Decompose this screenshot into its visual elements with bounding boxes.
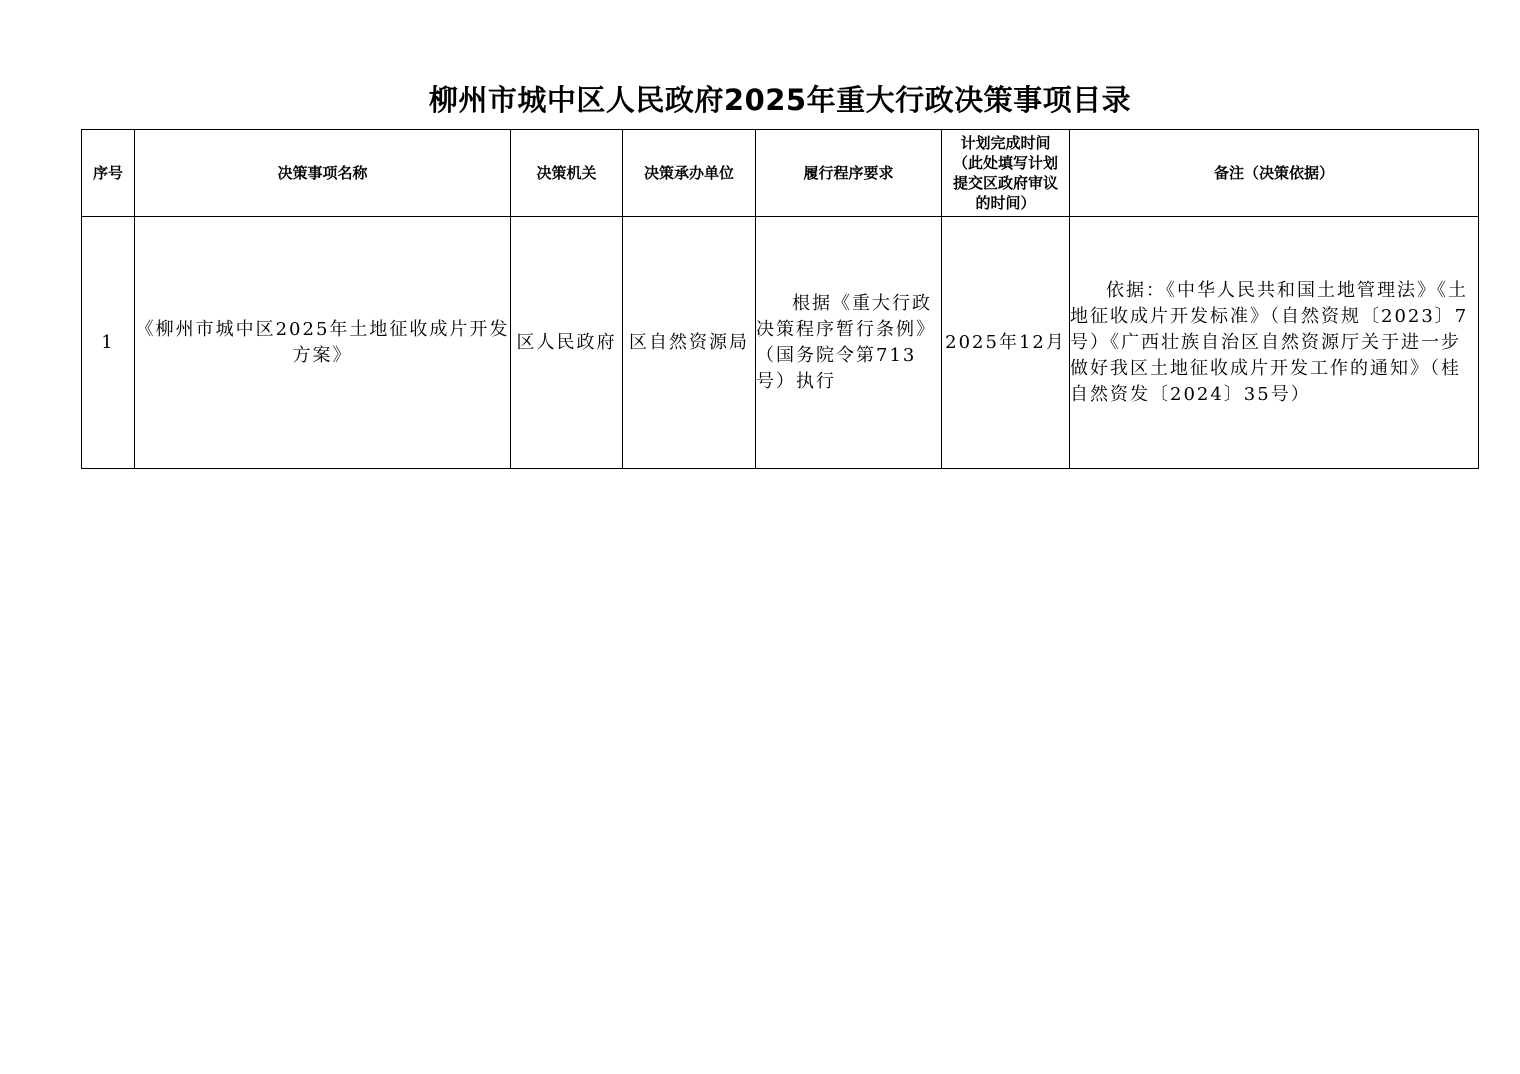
cell-planned-completion: 2025年12月 — [942, 217, 1070, 469]
cell-remarks: 依据：《中华人民共和国土地管理法》《土地征收成片开发标准》（自然资规〔2023〕7号）《广西壮族自治区自然资源厅关于进一步做好我区土地征收成片开发工作的通知》（桂自然资发〔2024〕35号） — [1070, 217, 1479, 469]
header-procedure-requirements: 履行程序要求 — [756, 130, 942, 217]
header-planned-completion-line-4: 的时间） — [975, 194, 1036, 212]
cell-seq: 1 — [82, 217, 135, 469]
table-header-row — [82, 130, 1479, 217]
document-title: 柳州市城中区人民政府2025年重大行政决策事项目录 — [428, 83, 1132, 117]
header-seq: 序号 — [82, 130, 135, 217]
cell-undertaking-unit: 区自然资源局 — [623, 217, 756, 469]
header-remarks: 备注（决策依据） — [1070, 130, 1479, 217]
header-decision-name: 决策事项名称 — [135, 130, 511, 217]
table-row — [82, 217, 1479, 469]
header-planned-completion-line-2: （此处填写计划 — [952, 154, 1058, 172]
cell-procedure-requirements: 根据《重大行政决策程序暂行条例》（国务院令第713号）执行 — [756, 217, 942, 469]
header-planned-completion — [942, 130, 1070, 217]
header-planned-completion-line-3: 提交区政府审议 — [952, 174, 1058, 192]
cell-decision-name: 《柳州市城中区2025年土地征收成片开发方案》 — [135, 217, 511, 469]
cell-decision-authority: 区人民政府 — [511, 217, 623, 469]
header-decision-authority: 决策机关 — [511, 130, 623, 217]
header-planned-completion-line-1: 计划完成时间 — [960, 134, 1051, 152]
header-undertaking-unit: 决策承办单位 — [623, 130, 756, 217]
decision-items-table — [81, 129, 1479, 469]
